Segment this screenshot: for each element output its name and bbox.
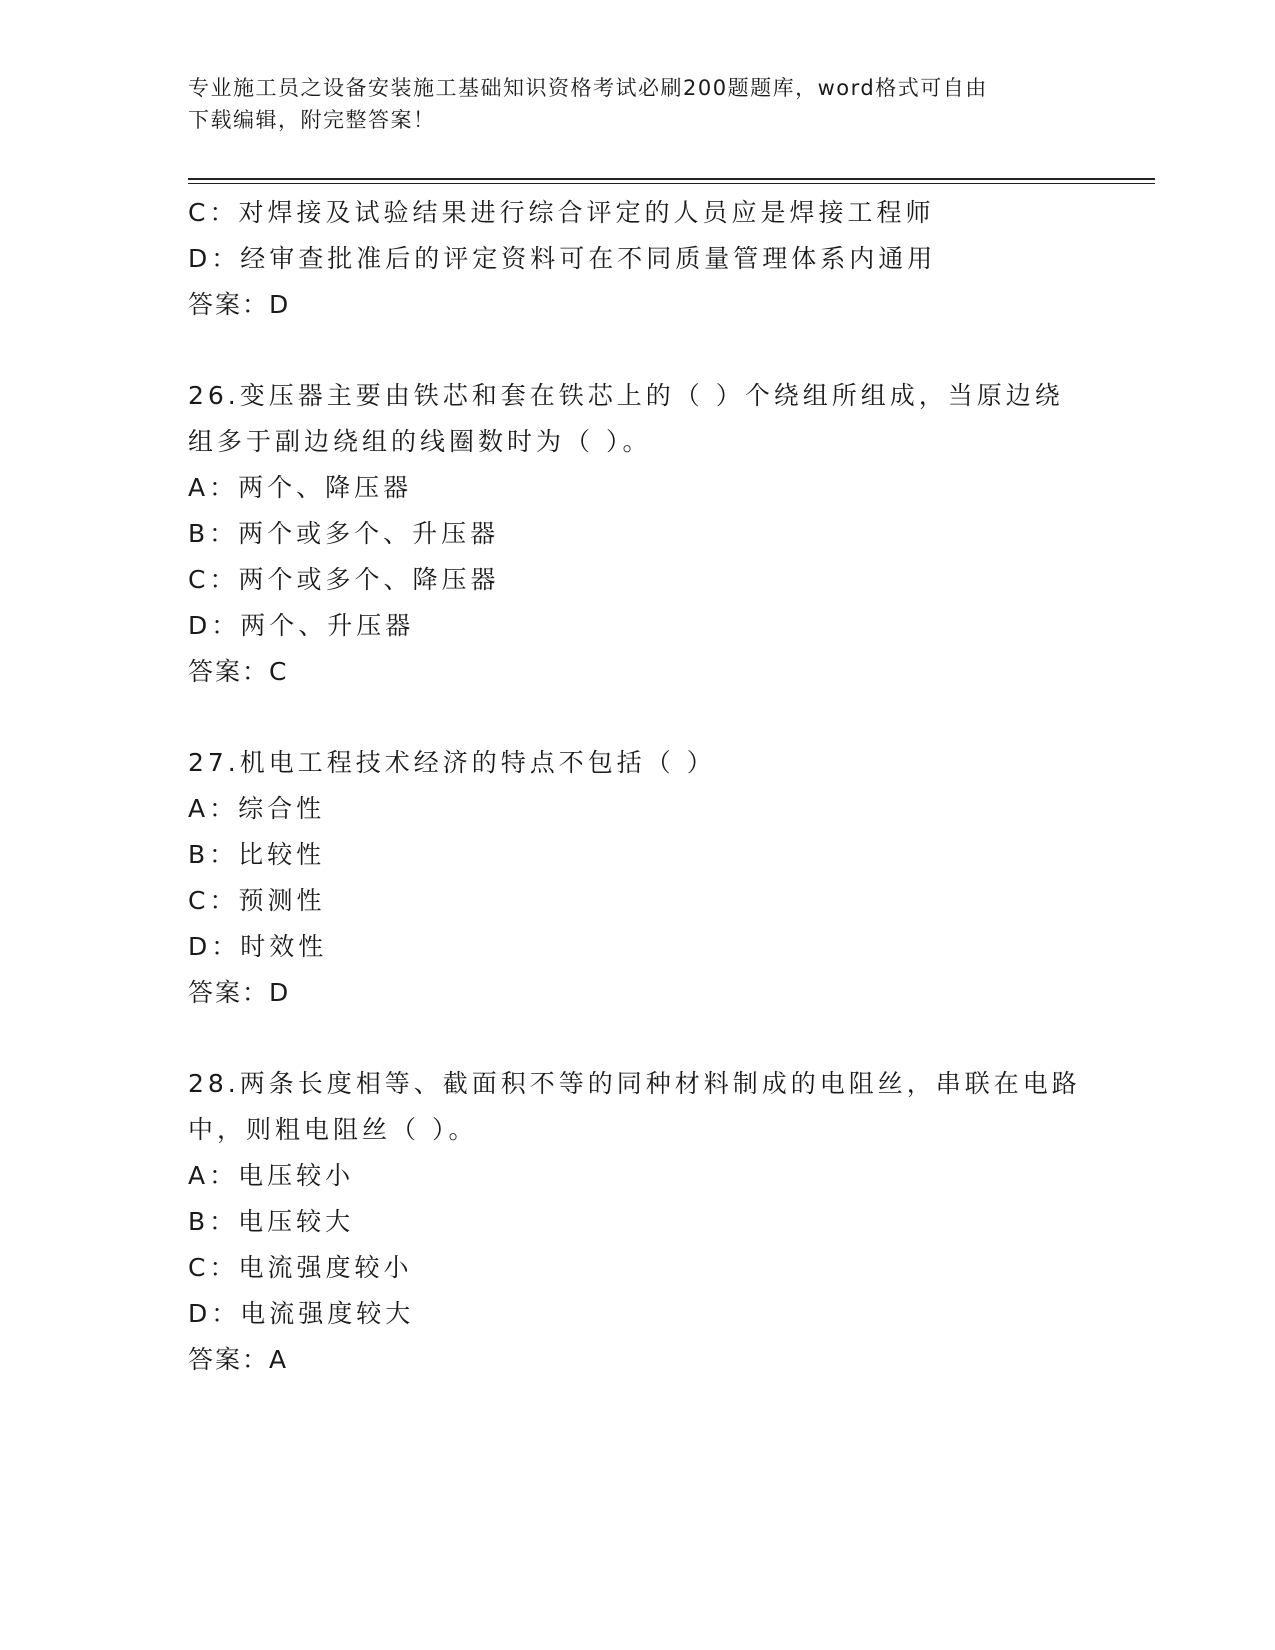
option-c: C：预测性: [188, 886, 326, 915]
question-stem: 26.变压器主要由铁芯和套在铁芯上的（ ）个绕组所组成，当原边绕: [188, 381, 1064, 410]
question-gap: [188, 695, 1148, 740]
option-c: C：两个或多个、降压器: [188, 565, 500, 594]
question-27: [188, 740, 1148, 1016]
option-d: D：两个、升压器: [188, 611, 415, 640]
question-list: [188, 190, 1148, 1383]
question-26: [188, 373, 1148, 695]
option-b: B：比较性: [188, 840, 326, 869]
question-stem: 28.两条长度相等、截面积不等的同种材料制成的电阻丝，串联在电路: [188, 1069, 1081, 1098]
header-divider-thin: [188, 183, 1155, 184]
answer-line: 答案：D: [188, 978, 291, 1007]
option-a: A：电压较小: [188, 1161, 355, 1190]
document-header: [188, 72, 1068, 136]
header-title-line-1: 专业施工员之设备安装施工基础知识资格考试必刷200题题库，word格式可自由: [188, 76, 988, 100]
option-b: B：电压较大: [188, 1207, 355, 1236]
option-b: B：两个或多个、升压器: [188, 519, 500, 548]
option-a: A：综合性: [188, 794, 326, 823]
option-c: C：电流强度较小: [188, 1253, 413, 1282]
question-stem: 组多于副边绕组的线圈数时为（ ）。: [188, 427, 652, 456]
question-stem: 中，则粗电阻丝（ ）。: [188, 1115, 478, 1144]
option-d: D：电流强度较大: [188, 1299, 415, 1328]
option-a: A：两个、降压器: [188, 473, 413, 502]
answer-line: 答案：A: [188, 1345, 289, 1374]
header-title-line-2: 下载编辑，附完整答案！: [188, 108, 436, 132]
option-c: C：对焊接及试验结果进行综合评定的人员应是焊接工程师: [188, 198, 935, 227]
header-divider-thick: [188, 178, 1155, 180]
question-28: [188, 1061, 1148, 1383]
answer-line: 答案：C: [188, 657, 289, 686]
question-gap: [188, 1016, 1148, 1061]
question-gap: [188, 328, 1148, 373]
question-stem: 27.机电工程技术经济的特点不包括（ ）: [188, 748, 716, 777]
question-25-continuation: [188, 190, 1148, 328]
option-d: D：经审查批准后的评定资料可在不同质量管理体系内通用: [188, 244, 937, 273]
answer-line: 答案：D: [188, 290, 291, 319]
option-d: D：时效性: [188, 932, 328, 961]
